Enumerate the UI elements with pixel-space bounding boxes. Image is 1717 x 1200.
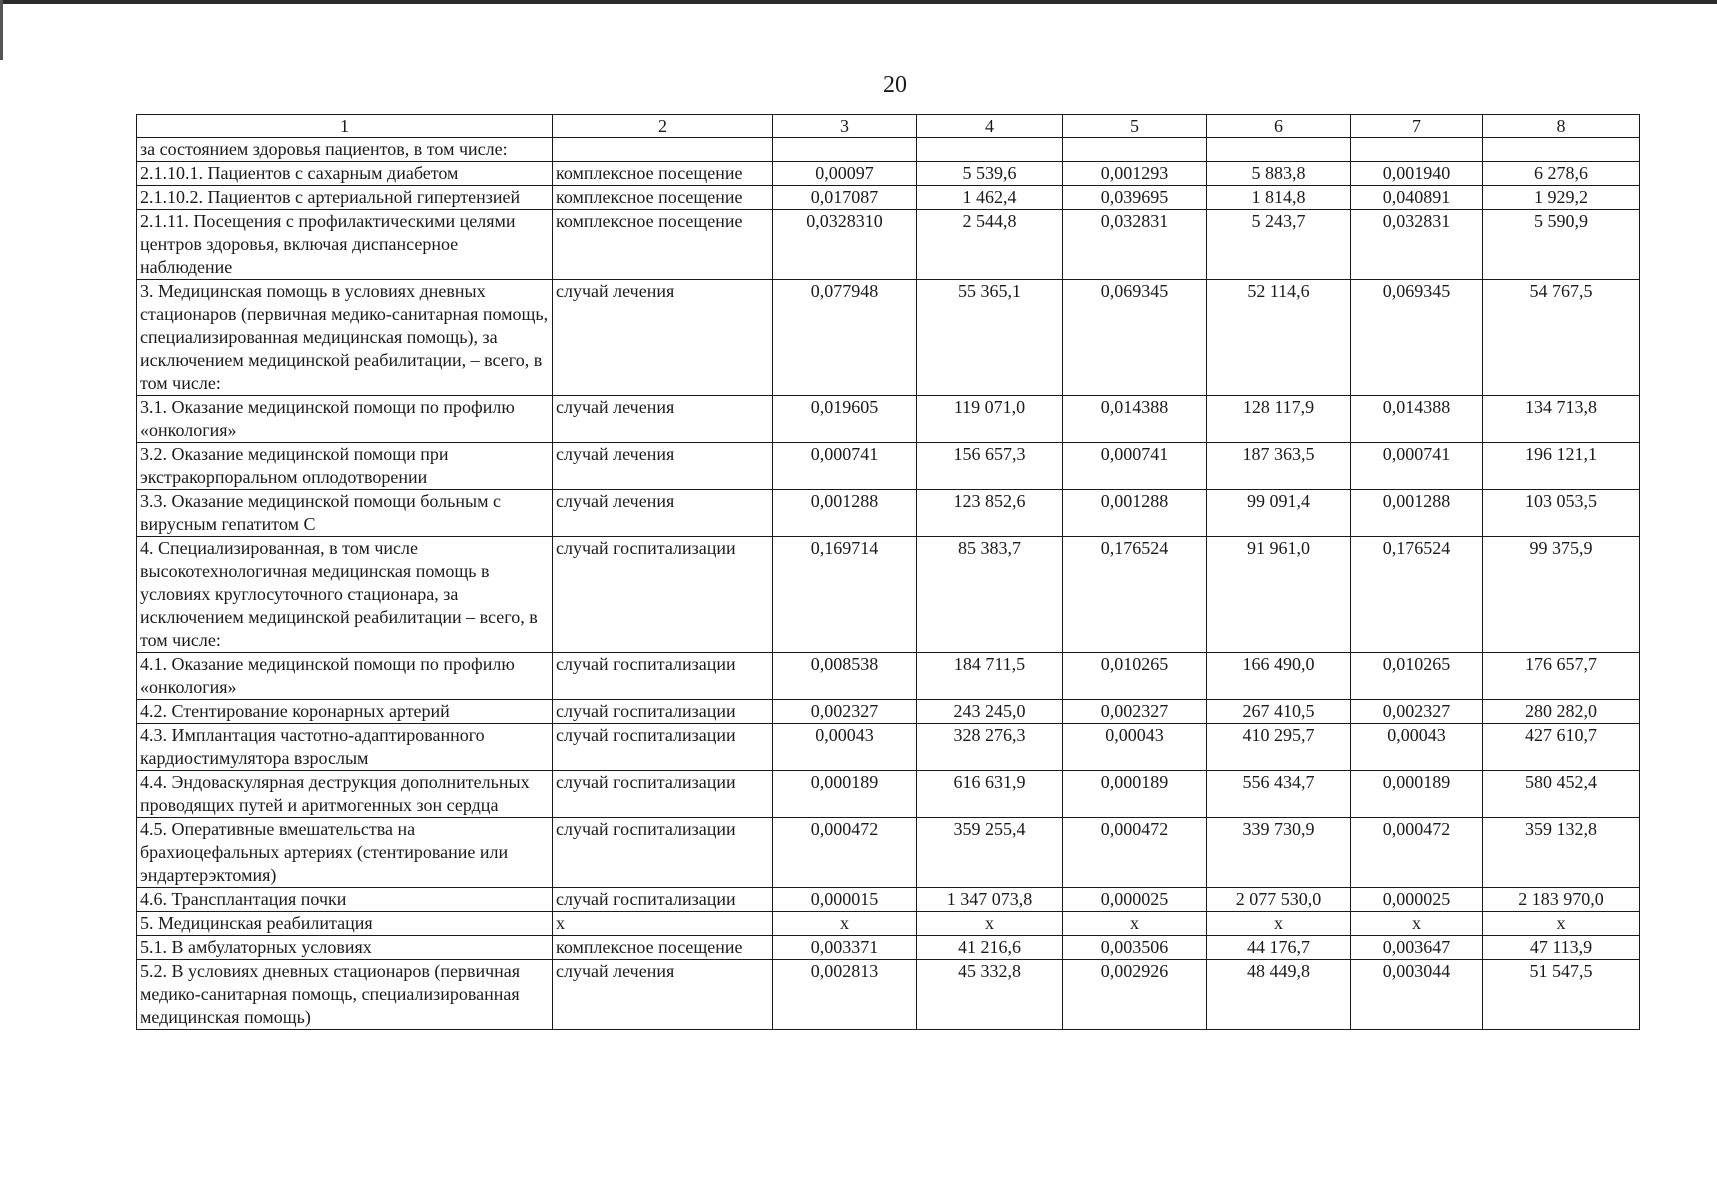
value-cell: 556 434,7 — [1207, 771, 1351, 818]
value-cell: 134 713,8 — [1483, 396, 1640, 443]
value-cell: 5 539,6 — [917, 162, 1063, 186]
page-left-edge — [0, 0, 3, 60]
table-row — [137, 700, 1640, 724]
row-label-cell: 5.2. В условиях дневных стационаров (первичная медико-санитарная помощь, специализированная медицинская помощь) — [137, 960, 553, 1030]
value-cell: 48 449,8 — [1207, 960, 1351, 1030]
row-label-cell: 5.1. В амбулаторных условиях — [137, 936, 553, 960]
row-label-cell: 3. Медицинская помощь в условиях дневных стационаров (первичная медико-санитарная помощь, специализированная медицинская помощь), за исключением медицинской реабилитации, – всего, в том числе: — [137, 280, 553, 396]
row-label-cell: 3.3. Оказание медицинской помощи больным с вирусным гепатитом С — [137, 490, 553, 537]
value-cell: 0,001288 — [1351, 490, 1483, 537]
unit-cell — [553, 138, 773, 162]
value-cell: 41 216,6 — [917, 936, 1063, 960]
value-cell: 0,000472 — [1351, 818, 1483, 888]
value-cell: 2 077 530,0 — [1207, 888, 1351, 912]
row-label-cell: 2.1.11. Посещения с профилактическими целями центров здоровья, включая диспансерное наблюдение — [137, 210, 553, 280]
value-cell: 128 117,9 — [1207, 396, 1351, 443]
value-cell: 0,001293 — [1063, 162, 1207, 186]
table-row — [137, 162, 1640, 186]
value-cell: 5 243,7 — [1207, 210, 1351, 280]
value-cell: 54 767,5 — [1483, 280, 1640, 396]
table-body — [137, 138, 1640, 1030]
value-cell: 0,040891 — [1351, 186, 1483, 210]
value-cell: 0,069345 — [1351, 280, 1483, 396]
value-cell: 0,0328310 — [773, 210, 917, 280]
value-cell: 0,014388 — [1063, 396, 1207, 443]
value-cell: 184 711,5 — [917, 653, 1063, 700]
value-cell: 166 490,0 — [1207, 653, 1351, 700]
value-cell: 0,003371 — [773, 936, 917, 960]
value-cell: 51 547,5 — [1483, 960, 1640, 1030]
unit-cell: случай госпитализации — [553, 653, 773, 700]
row-label-cell: 3.2. Оказание медицинской помощи при экстракорпоральном оплодотворении — [137, 443, 553, 490]
value-cell: 427 610,7 — [1483, 724, 1640, 771]
value-cell: х — [1207, 912, 1351, 936]
value-cell: 1 347 073,8 — [917, 888, 1063, 912]
header-cell: 8 — [1483, 115, 1640, 138]
table-row — [137, 138, 1640, 162]
value-cell: 44 176,7 — [1207, 936, 1351, 960]
value-cell: 339 730,9 — [1207, 818, 1351, 888]
unit-cell: случай госпитализации — [553, 888, 773, 912]
unit-cell: случай госпитализации — [553, 724, 773, 771]
value-cell: 0,008538 — [773, 653, 917, 700]
unit-cell: случай лечения — [553, 280, 773, 396]
unit-cell: случай лечения — [553, 443, 773, 490]
value-cell: 0,00043 — [1063, 724, 1207, 771]
value-cell: 0,010265 — [1063, 653, 1207, 700]
value-cell: 176 657,7 — [1483, 653, 1640, 700]
value-cell: х — [773, 912, 917, 936]
value-cell: 0,019605 — [773, 396, 917, 443]
value-cell: 0,003044 — [1351, 960, 1483, 1030]
unit-cell: случай госпитализации — [553, 700, 773, 724]
table-row — [137, 936, 1640, 960]
value-cell: 410 295,7 — [1207, 724, 1351, 771]
value-cell: 0,039695 — [1063, 186, 1207, 210]
value-cell — [1483, 138, 1640, 162]
row-label-cell: 4.1. Оказание медицинской помощи по профилю «онкология» — [137, 653, 553, 700]
page-number: 20 — [883, 72, 907, 98]
header-cell: 4 — [917, 115, 1063, 138]
header-cell: 6 — [1207, 115, 1351, 138]
value-cell: 616 631,9 — [917, 771, 1063, 818]
value-cell: 91 961,0 — [1207, 537, 1351, 653]
value-cell: 99 091,4 — [1207, 490, 1351, 537]
value-cell: 6 278,6 — [1483, 162, 1640, 186]
value-cell: 196 121,1 — [1483, 443, 1640, 490]
table-row — [137, 280, 1640, 396]
unit-cell: случай лечения — [553, 960, 773, 1030]
row-label-cell: 5. Медицинская реабилитация — [137, 912, 553, 936]
unit-cell: случай госпитализации — [553, 537, 773, 653]
value-cell: 0,000741 — [1351, 443, 1483, 490]
table-row — [137, 443, 1640, 490]
unit-cell: комплексное посещение — [553, 210, 773, 280]
table-row — [137, 653, 1640, 700]
value-cell: 328 276,3 — [917, 724, 1063, 771]
table-row — [137, 960, 1640, 1030]
unit-cell: случай лечения — [553, 396, 773, 443]
value-cell: 5 590,9 — [1483, 210, 1640, 280]
value-cell — [1351, 138, 1483, 162]
unit-cell: случай лечения — [553, 490, 773, 537]
value-cell: 0,176524 — [1351, 537, 1483, 653]
value-cell: 52 114,6 — [1207, 280, 1351, 396]
value-cell: 359 132,8 — [1483, 818, 1640, 888]
row-label-cell: 4.4. Эндоваскулярная деструкция дополнительных проводящих путей и аритмогенных зон сердца — [137, 771, 553, 818]
row-label-cell: за состоянием здоровья пациентов, в том числе: — [137, 138, 553, 162]
value-cell: 0,000472 — [1063, 818, 1207, 888]
value-cell: 0,069345 — [1063, 280, 1207, 396]
value-cell: 0,00097 — [773, 162, 917, 186]
unit-cell: комплексное посещение — [553, 936, 773, 960]
value-cell: 0,001940 — [1351, 162, 1483, 186]
value-cell: 0,002327 — [1351, 700, 1483, 724]
row-label-cell: 3.1. Оказание медицинской помощи по профилю «онкология» — [137, 396, 553, 443]
row-label-cell: 4.6. Трансплантация почки — [137, 888, 553, 912]
value-cell: 0,001288 — [773, 490, 917, 537]
value-cell: 267 410,5 — [1207, 700, 1351, 724]
value-cell: 0,000025 — [1063, 888, 1207, 912]
value-cell: 0,010265 — [1351, 653, 1483, 700]
header-cell: 5 — [1063, 115, 1207, 138]
value-cell: 187 363,5 — [1207, 443, 1351, 490]
value-cell: 359 255,4 — [917, 818, 1063, 888]
value-cell: 0,000741 — [1063, 443, 1207, 490]
value-cell: 0,000189 — [773, 771, 917, 818]
row-label-cell: 4.3. Имплантация частотно-адаптированного кардиостимулятора взрослым — [137, 724, 553, 771]
value-cell: 0,000025 — [1351, 888, 1483, 912]
value-cell: 103 053,5 — [1483, 490, 1640, 537]
table-row — [137, 490, 1640, 537]
value-cell: 0,00043 — [1351, 724, 1483, 771]
table-row — [137, 210, 1640, 280]
header-cell: 2 — [553, 115, 773, 138]
value-cell: 99 375,9 — [1483, 537, 1640, 653]
value-cell: 85 383,7 — [917, 537, 1063, 653]
value-cell — [773, 138, 917, 162]
table-row — [137, 396, 1640, 443]
value-cell: 0,002813 — [773, 960, 917, 1030]
value-cell: 1 814,8 — [1207, 186, 1351, 210]
unit-cell: комплексное посещение — [553, 162, 773, 186]
row-label-cell: 2.1.10.2. Пациентов с артериальной гипертензией — [137, 186, 553, 210]
table-row — [137, 818, 1640, 888]
value-cell — [917, 138, 1063, 162]
unit-cell: случай госпитализации — [553, 818, 773, 888]
value-cell — [1207, 138, 1351, 162]
value-cell: 123 852,6 — [917, 490, 1063, 537]
value-cell — [1063, 138, 1207, 162]
row-label-cell: 4.5. Оперативные вмешательства на брахиоцефальных артериях (стентирование или эндартерэктомия) — [137, 818, 553, 888]
value-cell: 0,169714 — [773, 537, 917, 653]
value-cell: 0,017087 — [773, 186, 917, 210]
table-row — [137, 912, 1640, 936]
value-cell: 243 245,0 — [917, 700, 1063, 724]
value-cell: 0,000015 — [773, 888, 917, 912]
value-cell: х — [917, 912, 1063, 936]
value-cell: х — [1483, 912, 1640, 936]
row-label-cell: 2.1.10.1. Пациентов с сахарным диабетом — [137, 162, 553, 186]
value-cell: 45 332,8 — [917, 960, 1063, 1030]
value-cell: 5 883,8 — [1207, 162, 1351, 186]
value-cell: 0,002327 — [1063, 700, 1207, 724]
table-row — [137, 771, 1640, 818]
value-cell: 2 544,8 — [917, 210, 1063, 280]
value-cell: х — [1063, 912, 1207, 936]
value-cell: 0,014388 — [1351, 396, 1483, 443]
header-cell: 1 — [137, 115, 553, 138]
value-cell: 280 282,0 — [1483, 700, 1640, 724]
value-cell: 0,000189 — [1351, 771, 1483, 818]
header-cell: 7 — [1351, 115, 1483, 138]
value-cell: 156 657,3 — [917, 443, 1063, 490]
value-cell: 0,002327 — [773, 700, 917, 724]
value-cell: 2 183 970,0 — [1483, 888, 1640, 912]
value-cell: 0,000741 — [773, 443, 917, 490]
value-cell: 0,032831 — [1063, 210, 1207, 280]
value-cell: 0,000472 — [773, 818, 917, 888]
table-row — [137, 724, 1640, 771]
page-top-edge — [0, 0, 1717, 4]
table-row — [137, 537, 1640, 653]
unit-cell: комплексное посещение — [553, 186, 773, 210]
value-cell: 1 929,2 — [1483, 186, 1640, 210]
header-row — [137, 115, 1640, 138]
row-label-cell: 4.2. Стентирование коронарных артерий — [137, 700, 553, 724]
row-label-cell: 4. Специализированная, в том числе высокотехнологичная медицинская помощь в условиях круглосуточного стационара, за исключением медицинской реабилитации – всего, в том числе: — [137, 537, 553, 653]
value-cell: 0,003647 — [1351, 936, 1483, 960]
value-cell: 580 452,4 — [1483, 771, 1640, 818]
value-cell: 0,001288 — [1063, 490, 1207, 537]
table-row — [137, 888, 1640, 912]
value-cell: 0,032831 — [1351, 210, 1483, 280]
value-cell: 47 113,9 — [1483, 936, 1640, 960]
value-cell: 0,002926 — [1063, 960, 1207, 1030]
header-cell: 3 — [773, 115, 917, 138]
table-row — [137, 186, 1640, 210]
unit-cell: х — [553, 912, 773, 936]
data-table — [136, 114, 1640, 1030]
value-cell: 0,000189 — [1063, 771, 1207, 818]
value-cell: 55 365,1 — [917, 280, 1063, 396]
value-cell: 0,003506 — [1063, 936, 1207, 960]
value-cell: 119 071,0 — [917, 396, 1063, 443]
value-cell: 0,176524 — [1063, 537, 1207, 653]
value-cell: х — [1351, 912, 1483, 936]
unit-cell: случай госпитализации — [553, 771, 773, 818]
value-cell: 0,00043 — [773, 724, 917, 771]
value-cell: 0,077948 — [773, 280, 917, 396]
value-cell: 1 462,4 — [917, 186, 1063, 210]
